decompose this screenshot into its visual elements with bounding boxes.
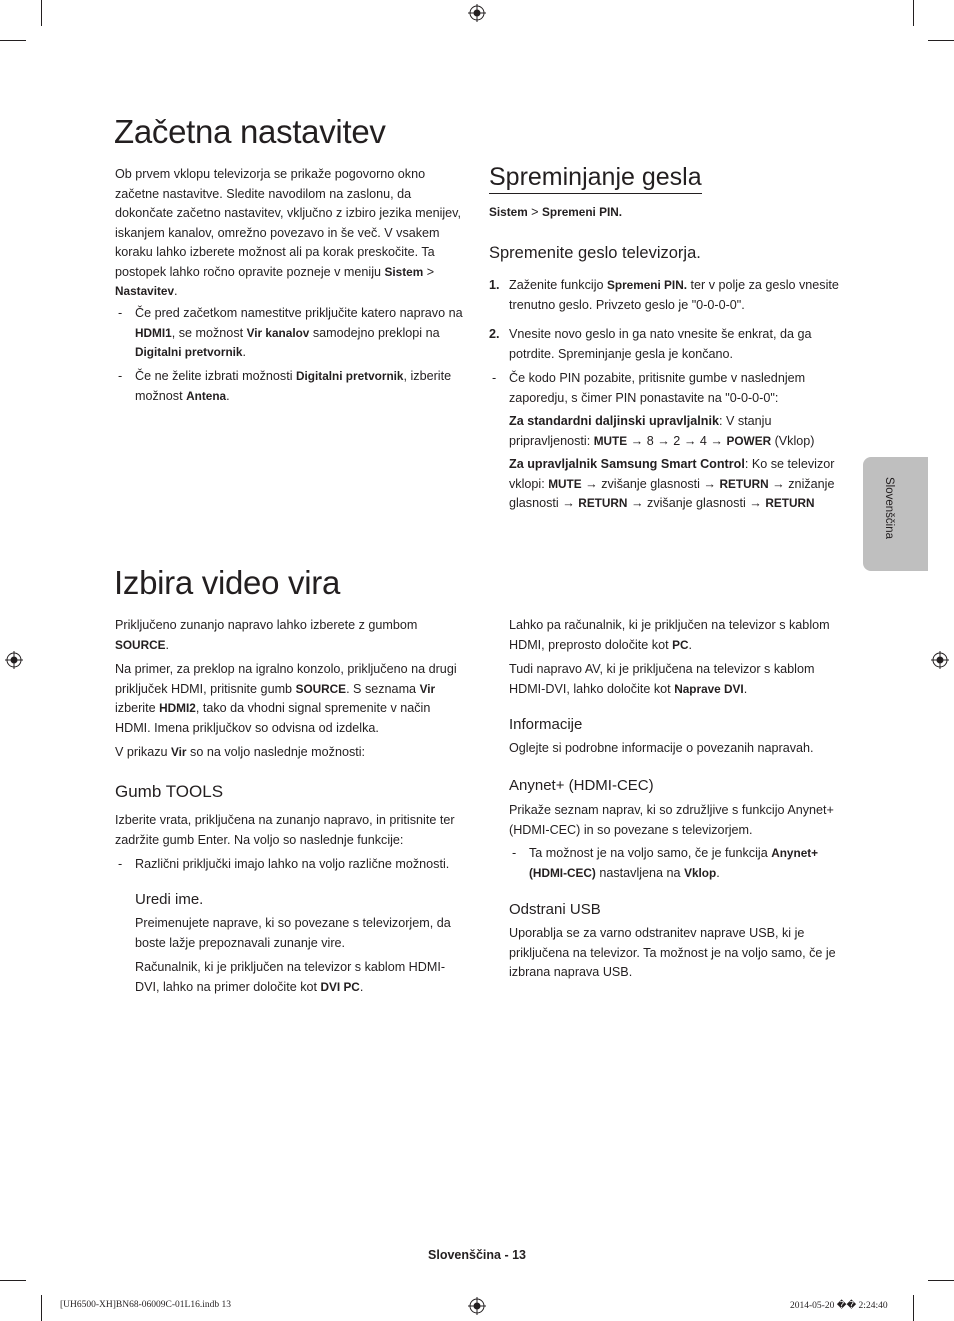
odstrani-usb-paragraph: Uporablja se za varno odstranitev naprave USB, ki je priključena na televizor. Ta možnost je na voljo samo, če je izbrana naprava USB. <box>509 926 836 979</box>
sequence-text: → znižanje glasnosti → <box>509 476 835 510</box>
mute-key: MUTE <box>548 476 582 491</box>
tools-paragraph: Izberite vrata, priključena na zunanjo napravo, in pritisnite ter zadržite gumb Enter. Na voljo so naslednje funkcije: <box>115 813 455 847</box>
crop-mark <box>41 1295 42 1321</box>
digitalni-pretvornik-label: Digitalni pretvornik <box>135 345 243 359</box>
period: . <box>743 681 748 696</box>
crop-mark <box>913 1295 914 1321</box>
p2-text: Na primer, za preklop na igralno konzolo, priključeno na drugi priključek HDMI, pritisnite gumb <box>115 662 457 696</box>
source-paragraph-2 <box>115 660 460 738</box>
antena-label: Antena <box>186 388 227 403</box>
registration-mark-icon <box>468 4 486 22</box>
period: . <box>688 637 692 652</box>
hdmi1-label: HDMI1 <box>135 325 172 340</box>
initial-setup-note-1 <box>135 304 465 363</box>
separator: > <box>423 264 435 279</box>
right-paragraph-1 <box>509 616 844 655</box>
mute-key: MUTE <box>593 433 628 448</box>
p2-text-4: , tako da vhodni signal spremenite v način HDMI. Imena priključkov so odvisna od izdelka. <box>115 701 431 735</box>
pin-reset-note: Če kodo PIN pozabite, pritisnite gumbe v naslednjem zaporedju, s čimer PIN ponastavite na "0-0-0-0": <box>509 371 806 405</box>
note-dash: - <box>118 857 123 871</box>
intro-text: Ob prvem vklopu televizorja se prikaže pogovorno okno začetne nastavitve. Sledite navodilom na zaslonu, da dokončate začetno nastavitev, vključno z izbiro jezika menijev, iskanjem kanalov, omrežno povezavo in še več. V vsakem koraku lahko izberete možnost ali pa korak preskočite. Ta postopek lahko ročno opravite pozneje v meniju <box>115 167 462 279</box>
heading-odstrani-usb: Odstrani USB <box>509 901 601 918</box>
menu-sistem: Sistem <box>384 264 424 279</box>
digitalni-pretvornik-label: Digitalni pretvornik <box>296 369 404 383</box>
print-slug-left: [UH6500-XH]BN68-06009C-01L16.indb 13 <box>60 1300 231 1310</box>
vir-label: Vir <box>171 745 187 759</box>
registration-mark-icon <box>5 651 23 669</box>
vir-kanalov-label: Vir kanalov <box>246 325 310 340</box>
vir-label: Vir <box>419 681 436 696</box>
menu-nastavitev: Nastavitev <box>115 284 175 298</box>
crop-mark <box>913 0 914 26</box>
heading-informacije: Informacije <box>509 716 583 733</box>
anynet-note <box>529 844 839 883</box>
step-2: Vnesite novo geslo in ga nato vnesite še enkrat, da ga potrdite. Spreminjanje gesla je končano. <box>509 327 812 361</box>
period: . <box>165 637 169 652</box>
heading-anynet: Anynet+ (HDMI-CEC) <box>509 777 654 794</box>
standard-remote-label: Za standardni daljinski upravljalnik <box>509 414 719 428</box>
standard-remote-text: : V stanju pripravljenosti: <box>509 414 772 448</box>
anynet-note-text: Ta možnost je na voljo samo, če je funkcija <box>529 846 768 860</box>
anynet-hdmi-cec-label: Anynet+ (HDMI-CEC) <box>529 846 819 880</box>
note1-text-3: samodejno preklopi na <box>312 325 440 340</box>
crop-mark <box>928 1280 954 1281</box>
right-p1-text: Lahko pa računalnik, ki je priključen na televizor s kablom HDMI, preprosto določite kot <box>509 618 830 652</box>
p2-text-3: izberite <box>115 701 156 715</box>
period: . <box>716 865 720 880</box>
side-tab-label: Slovenščina <box>883 477 895 540</box>
note-dash: - <box>492 371 497 385</box>
note1-text-2: , se možnost <box>171 325 244 340</box>
spremeni-pin-label: Spremeni PIN. <box>607 278 687 292</box>
tools-note: Različni priključki imajo lahko na voljo različne možnosti. <box>135 857 450 871</box>
dvi-pc-label: DVI PC <box>320 979 360 994</box>
note1-text: Če pred začetkom namestitve priključite katero napravo na <box>135 306 463 320</box>
uredi-text: Računalnik, ki je priključen na televizor s kablom HDMI-DVI, lahko na primer določite kot <box>135 960 446 994</box>
p1-text: Priključeno zunanjo napravo lahko izberete z gumbom <box>115 618 418 632</box>
menu-spremeni-pin: Spremeni PIN. <box>542 205 623 219</box>
key-sequence: → 8 → 2 → 4 → <box>627 433 727 448</box>
period: . <box>226 388 230 403</box>
p3-text-2: so na voljo naslednje možnosti: <box>190 745 366 759</box>
standard-remote-sequence <box>509 412 839 451</box>
sequence-text: → zvišanje glasnosti → <box>627 496 766 510</box>
pc-label: PC <box>672 637 689 652</box>
source-paragraph-1 <box>115 616 455 655</box>
power-key: POWER <box>726 433 772 448</box>
step-number: 2. <box>489 327 500 341</box>
right-paragraph-2 <box>509 660 829 699</box>
power-text: (Vklop) <box>771 433 815 448</box>
p3-text: V prikazu <box>115 745 168 759</box>
menu-path <box>489 203 622 223</box>
initial-setup-intro <box>115 165 465 302</box>
source-key: SOURCE <box>115 637 166 652</box>
print-slug-right: 2014-05-20 �� 2:24:40 <box>790 1301 888 1311</box>
step-number: 1. <box>489 278 500 292</box>
note2-text-2: , izberite možnost <box>135 369 452 403</box>
crop-mark <box>0 1280 26 1281</box>
crop-mark <box>928 40 954 41</box>
smart-control-sequence <box>509 455 841 514</box>
crop-mark <box>0 40 26 41</box>
section-title-video-source: Izbira video vira <box>114 564 340 601</box>
p2-text-2: . S seznama <box>346 681 417 696</box>
anynet-note-text-2: nastavljena na <box>599 865 681 880</box>
note-dash: - <box>118 369 123 383</box>
informacije-paragraph: Oglejte si podrobne informacije o povezanih napravah. <box>509 741 814 755</box>
page-footer: Slovenščina - 13 <box>428 1248 526 1262</box>
hdmi2-label: HDMI2 <box>159 701 196 715</box>
period: . <box>359 979 364 994</box>
uredi-paragraph-2 <box>135 958 460 997</box>
subtitle-change-tv-password: Spremenite geslo televizorja. <box>489 244 701 262</box>
menu-sistem: Sistem <box>489 205 528 219</box>
section-title-change-password: Spreminjanje gesla <box>489 163 702 194</box>
note2-text: Če ne želite izbrati možnosti <box>135 369 293 383</box>
right-p2-text: Tudi napravo AV, ki je priključena na televizor s kablom HDMI-DVI, lahko določite kot <box>509 662 815 696</box>
language-side-tab <box>863 457 928 571</box>
note-dash: - <box>118 306 123 320</box>
smart-control-label: Za upravljalnik Samsung Smart Control <box>509 457 745 471</box>
initial-setup-note-2 <box>135 367 465 406</box>
return-key: RETURN <box>578 496 628 510</box>
return-key: RETURN <box>719 476 769 491</box>
separator: > <box>527 205 543 219</box>
note-dash: - <box>512 846 517 860</box>
uredi-paragraph-1: Preimenujete naprave, ki so povezane s televizorjem, da boste lažje prepoznavali zunanje vire. <box>135 916 451 950</box>
section-title-initial-setup: Začetna nastavitev <box>114 113 386 150</box>
step1-text: Zaženite funkcijo <box>509 278 604 292</box>
registration-mark-icon <box>931 651 949 669</box>
return-key: RETURN <box>765 496 815 510</box>
step1-text-2: ter v polje za geslo vnesite trenutno geslo. Privzeto geslo je "0-0-0-0". <box>509 278 839 312</box>
heading-gumb-tools: Gumb TOOLS <box>115 782 224 801</box>
naprave-dvi-label: Naprave DVI <box>674 681 744 696</box>
source-paragraph-3 <box>115 743 460 763</box>
period: . <box>174 284 178 298</box>
registration-mark-icon <box>468 1297 486 1315</box>
anynet-paragraph: Prikaže seznam naprav, ki so združljive s funkcijo Anynet+ (HDMI-CEC) in so povezane s televizorjem. <box>509 803 834 837</box>
crop-mark <box>41 0 42 26</box>
smart-control-text: : Ko se televizor vklopi: <box>509 457 835 491</box>
vklop-label: Vklop <box>684 865 717 880</box>
period: . <box>242 345 246 359</box>
step-1 <box>509 276 839 315</box>
sequence-text: → zvišanje glasnosti → <box>581 476 720 491</box>
heading-uredi-ime: Uredi ime. <box>135 891 204 908</box>
source-key: SOURCE <box>295 681 347 696</box>
